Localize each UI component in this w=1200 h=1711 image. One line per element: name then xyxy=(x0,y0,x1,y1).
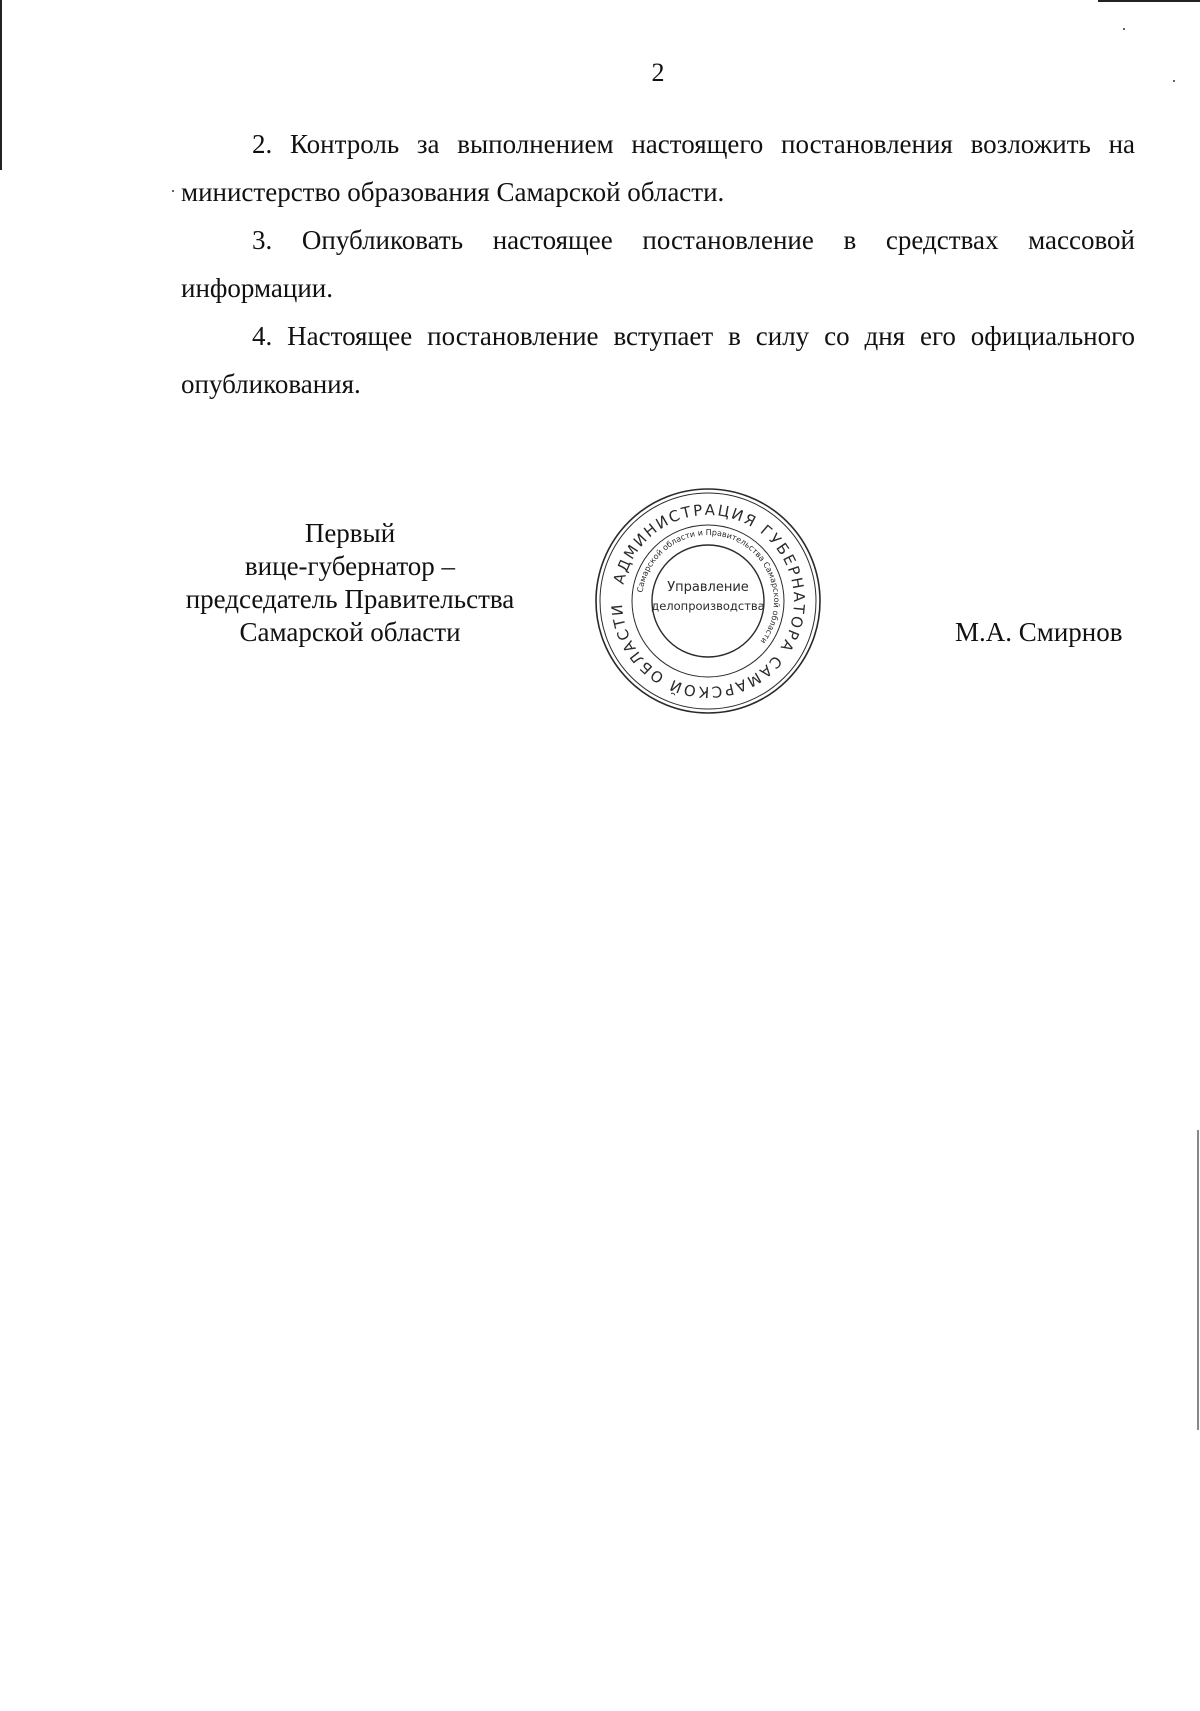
position-line: вице-губернатор – xyxy=(244,551,456,581)
signatory-position xyxy=(175,517,525,649)
paragraph-effective: 4. Настоящее постановление вступает в силу со дня его официального опубликования. xyxy=(181,321,1135,399)
scan-speck xyxy=(172,190,174,192)
position-line: председатель Правительства xyxy=(185,584,515,614)
body-text xyxy=(181,120,1135,408)
seal-outer-textpath: АДМИНИСТРАЦИЯ ГУБЕРНАТОРА САМАРСКОЙ ОБЛАСТИ xyxy=(607,500,809,702)
official-seal xyxy=(590,483,826,719)
position-line: Первый xyxy=(304,518,396,548)
page-number: 2 xyxy=(651,58,665,87)
scan-edge-top xyxy=(1098,0,1200,2)
seal-center-line-1: Управление xyxy=(667,580,749,595)
scan-speck xyxy=(1123,28,1125,30)
signer-name: М.А. Смирнов xyxy=(955,617,1123,647)
seal-inner-textpath: Самарской области и Правительства Самарской области xyxy=(635,527,782,646)
scan-edge-right xyxy=(1197,1130,1199,1430)
paragraph-publish: 3. Опубликовать настоящее постановление в средствах массовой информации. xyxy=(181,225,1135,303)
paragraph-control: 2. Контроль за выполнением настоящего постановления возложить на министерство образования Самарской области. xyxy=(181,129,1135,207)
position-line: Самарской области xyxy=(239,617,461,647)
seal-center-line-2: делопроизводства xyxy=(651,599,765,613)
